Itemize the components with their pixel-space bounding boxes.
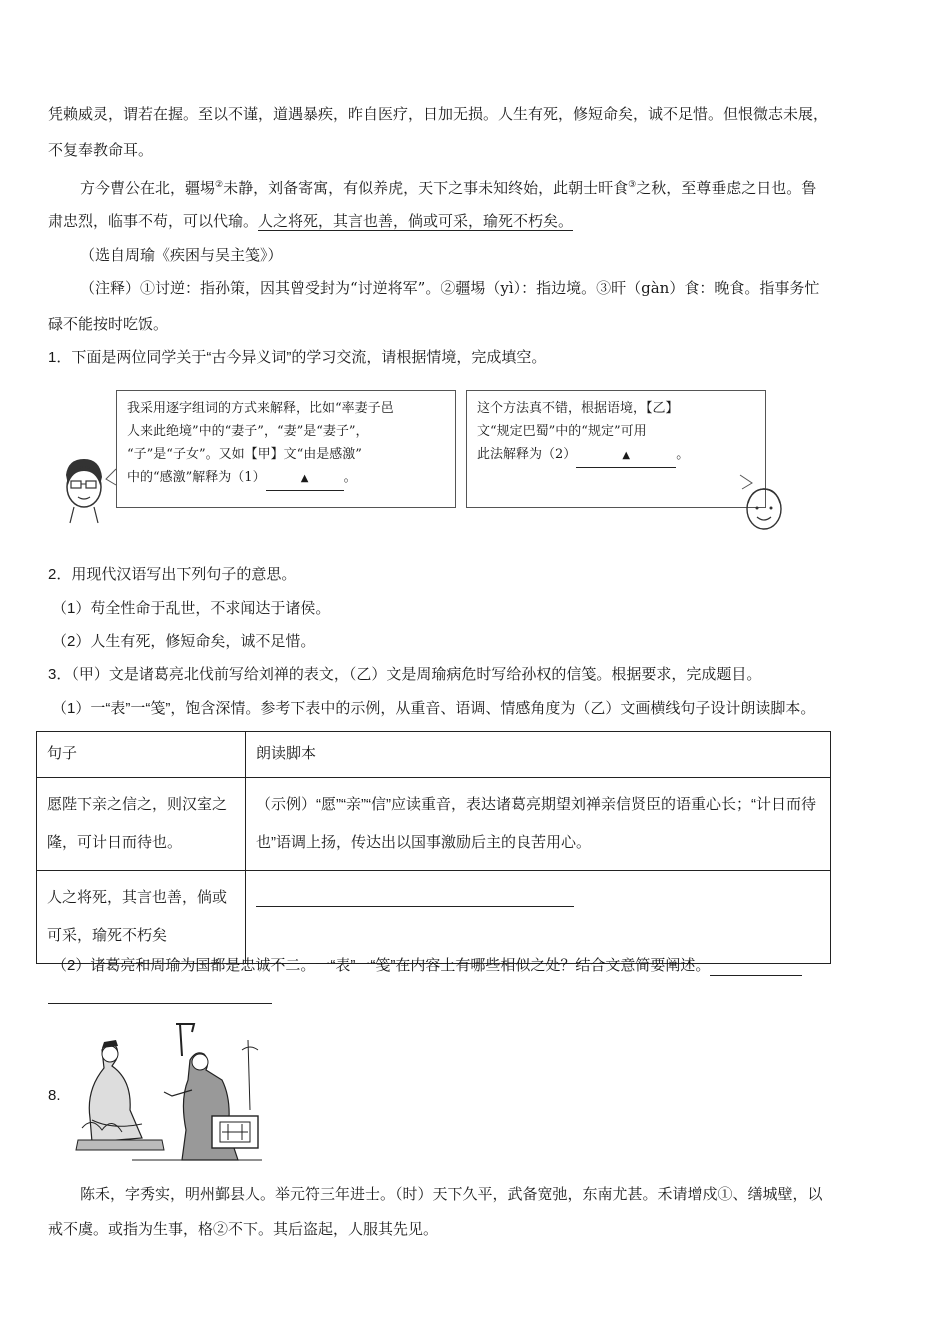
question-8-number: 8.: [48, 1087, 61, 1104]
dialogue-figure: [48, 385, 762, 540]
historical-illustration: [72, 1020, 266, 1164]
question-1-title: 1．下面是两位同学关于“古今异义词”的学习交流，请根据情境，完成填空。: [48, 349, 547, 366]
reading-script-table: [36, 731, 831, 964]
answer-cell[interactable]: [246, 871, 831, 964]
answer-line[interactable]: [710, 959, 802, 976]
passage-line: 方今曹公在北，疆埸②未静，刘备寄寓，有似养虎，天下之事未知终始，此朝士旰食③之秋，至尊垂虑之日也。鲁: [80, 179, 817, 197]
question-8-paragraph: 戒不虞。或指为生事，格②不下。其后盗起，人服其先见。: [48, 1220, 439, 1238]
blank-2[interactable]: ▲: [576, 444, 676, 468]
question-2-item: （2）人生有死，修短命矣，诚不足惜。: [52, 633, 316, 650]
table-header: 朗读脚本: [246, 732, 831, 778]
table-cell: 愿陛下亲之信之，则汉室之隆，可计日而待也。: [37, 778, 246, 871]
blank-1[interactable]: ▲: [266, 467, 344, 491]
speech-bubble-left: 我采用逐字组词的方式来解释，比如“率妻子邑 人来此绝境”中的“妻子”，“妻”是“妻子”， “子”是“子女”。又如【甲】文“由是感激” 中的“感激”解释为（1） ▲ 。: [116, 390, 456, 508]
boy-avatar-icon: [56, 455, 110, 525]
underlined-sentence: 人之将死，其言也善，倘或可采，瑜死不朽矣。: [258, 212, 574, 230]
table-cell: （示例）“愿”“亲”“信”应读重音，表达诸葛亮期望刘禅亲信贤臣的语重心长；“计日而待也”语调上扬，传达出以国事激励后主的良苦用心。: [246, 778, 831, 871]
question-3-sub2: （2）诸葛亮和周瑜为国都是忠诚不二。一“表”一“笺”在内容上有哪些相似之处？结合文意简要阐述。: [52, 956, 802, 976]
answer-line[interactable]: [48, 1003, 272, 1004]
question-3-title: 3．（甲）文是诸葛亮北伐前写给刘禅的表文，（乙）文是周瑜病危时写给孙权的信笺。根据要求，完成题目。: [48, 666, 762, 683]
table-header: 句子: [37, 732, 246, 778]
answer-line[interactable]: [256, 905, 574, 907]
table-cell: 人之将死，其言也善，倘或可采，瑜死不朽矣: [37, 871, 246, 964]
passage-notes: （注释）①讨逆：指孙策，因其曾受封为“讨逆将军”。②疆埸（yì）：指边境。③旰（gàn）食：晚食。指事务忙: [80, 279, 820, 297]
question-3-sub1: （1）一“表”一“笺”，饱含深情。参考下表中的示例，从重音、语调、情感角度为（乙）文画横线句子设计朗读脚本。: [52, 700, 816, 717]
passage-line: 凭赖威灵，谓若在握。至以不谨，道遇暴疾，昨自医疗，日加无损。人生有死，修短命矣，诚不足惜。但恨微志未展，: [48, 105, 829, 123]
passage-notes: 碌不能按时吃饭。: [48, 315, 169, 333]
question-2-item: （1）苟全性命于乱世，不求闻达于诸侯。: [52, 600, 331, 617]
girl-avatar-icon: [742, 481, 788, 537]
passage-line: 不复奉教命耳。: [48, 141, 154, 159]
passage-line: 肃忠烈，临事不苟，可以代瑜。人之将死，其言也善，倘或可采，瑜死不朽矣。: [48, 212, 574, 230]
question-2-title: 2．用现代汉语写出下列句子的意思。: [48, 566, 297, 583]
speech-bubble-right: 这个方法真不错，根据语境，【乙】 文“规定巴蜀”中的“规定”可用 此法解释为（2） ▲ 。: [466, 390, 766, 508]
passage-source: （选自周瑜《疾困与吴主笺》）: [80, 246, 283, 264]
question-8-paragraph: 陈禾，字秀实，明州鄞县人。举元符三年进士。（时）天下久平，武备宽弛，东南尤甚。禾请增戍①、缮城壁，以: [80, 1185, 823, 1203]
